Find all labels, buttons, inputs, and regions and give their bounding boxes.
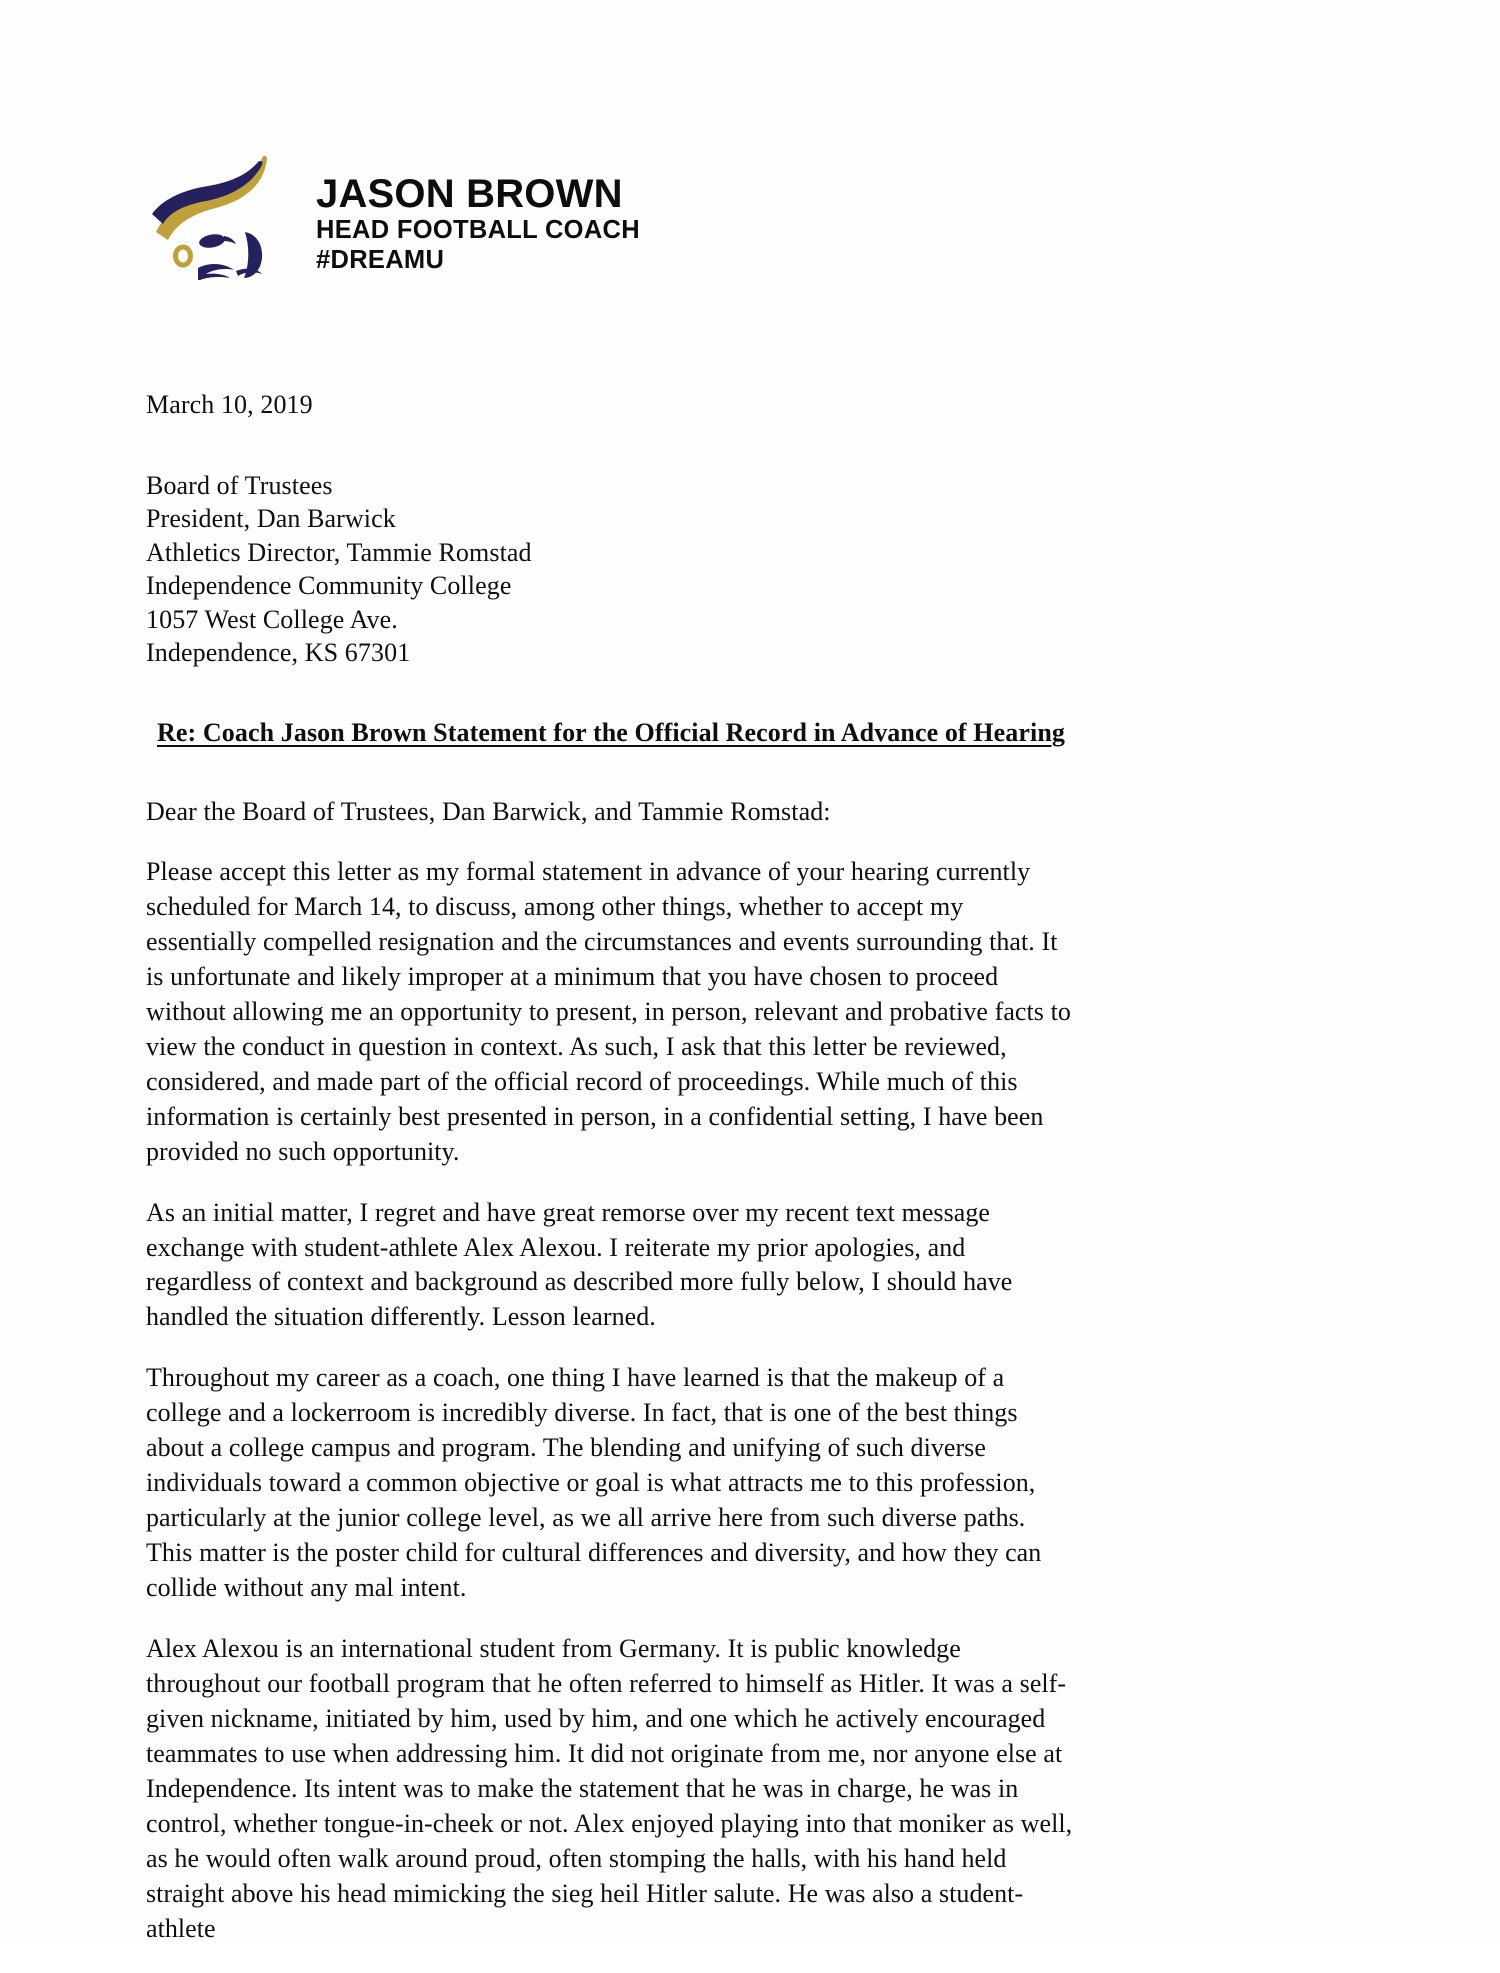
letterhead-text — [316, 146, 640, 275]
recipient-line: Athletics Director, Tammie Romstad — [146, 537, 532, 567]
recipient-line: Board of Trustees — [146, 470, 333, 500]
letter-body — [146, 388, 1076, 1973]
subject-line — [146, 718, 1076, 748]
mascot-logo-icon — [150, 140, 290, 280]
letterhead — [150, 140, 640, 280]
body-paragraph: Please accept this letter as my formal statement in advance of your hearing currently scheduled for March 14, to discuss, among other things, whether to accept my essentially compelled resignation and the circumstances and events surrounding that. It is unfortunate and likely improper at a minimum that you have chosen to proceed without allowing me an opportunity to present, in person, relevant and probative facts to view the conduct in question in context. As such, I ask that this letter be reviewed, considered, and made part of the official record of proceedings. While much of this information is certainly best presented in person, in a confidential setting, I have been provided no such opportunity. — [146, 856, 1071, 1166]
salutation: Dear the Board of Trustees, Dan Barwick, and Tammie Romstad: — [146, 797, 831, 827]
body-paragraph: Alex Alexou is an international student from Germany. It is public knowledge throughout our football program that he often referred to himself as Hitler. It was a self-given nickname, initiated by him, used by him, and one which he actively encouraged teammates to use when addressing him. It did not originate from me, nor anyone else at Independence. Its intent was to make the statement that he was in charge, he was in control, whether tongue-in-cheek or not. Alex enjoyed playing into that moniker as well, as he would often walk around proud, often stomping the halls, with his hand held straight above his head mimicking the sieg heil Hitler salute. He was also a student-athlete — [146, 1634, 1073, 1943]
recipient-line: Independence, KS 67301 — [146, 638, 411, 668]
body-paragraph: As an initial matter, I regret and have great remorse over my recent text message exchange with student-athlete Alex Alexou. I reiterate my prior apologies, and regardless of context and background as described more fully below, I should have handled the situation differently. Lesson learned. — [146, 1197, 1013, 1332]
letterhead-hashtag: #DREAMU — [316, 245, 445, 274]
recipient-line: 1057 West College Ave. — [146, 604, 398, 634]
letterhead-role: HEAD FOOTBALL COACH — [316, 216, 640, 245]
body-paragraph: Throughout my career as a coach, one thing I have learned is that the makeup of a college and a lockerroom is incredibly diverse. In fact, that is one of the best things about a college campus and program. The blending and unifying of such diverse individuals toward a common objective or goal is what attracts me to this profession, particularly at the junior college level, as we all arrive here from such diverse paths. This matter is the poster child for cultural differences and diversity, and how they can collide without any mal intent. — [146, 1363, 1042, 1603]
letterhead-name: JASON BROWN — [316, 171, 623, 216]
recipient-line: President, Dan Barwick — [146, 504, 396, 534]
letter-date: March 10, 2019 — [146, 390, 313, 419]
recipient-block — [146, 469, 1076, 670]
recipient-line: Independence Community College — [146, 571, 512, 601]
subject-line-text: Re: Coach Jason Brown Statement for the Official Record in Advance of Hearing — [157, 718, 1065, 748]
